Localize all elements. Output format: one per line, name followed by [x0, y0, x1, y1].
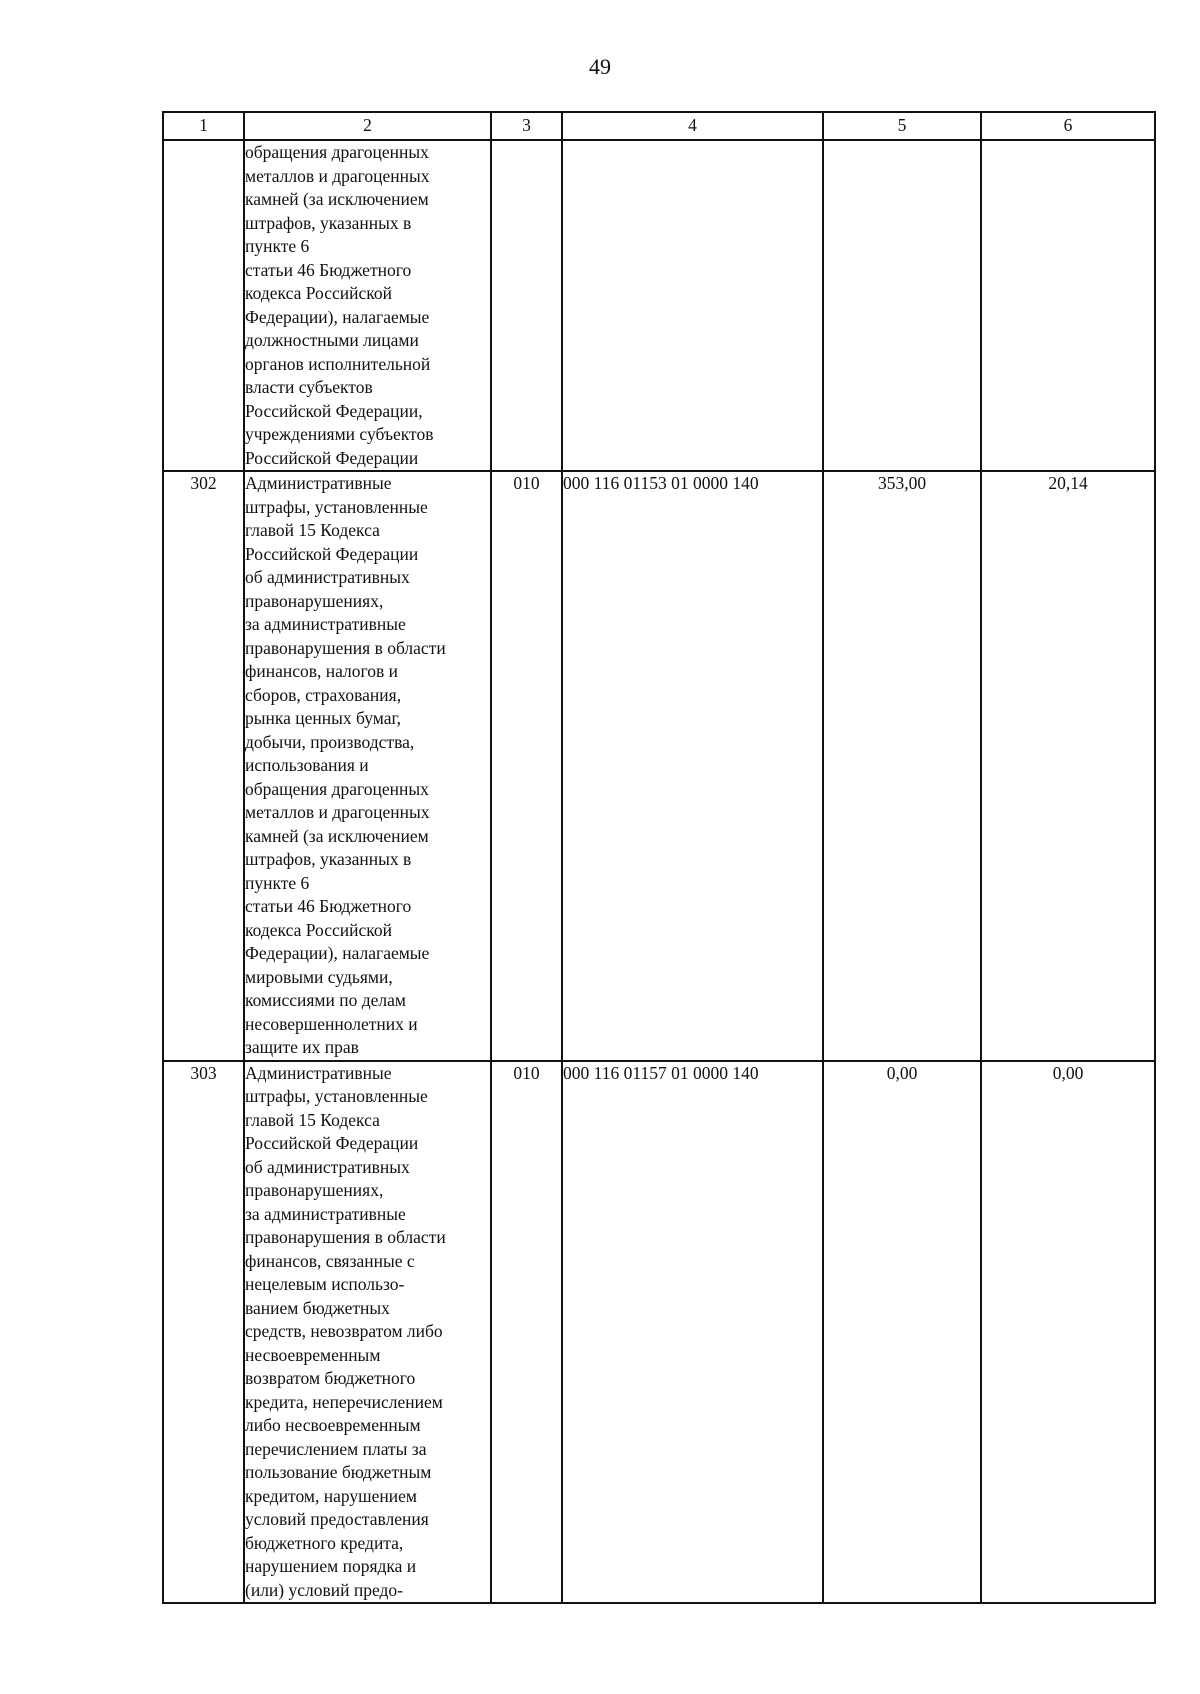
description-line: штрафов, указанных в [245, 849, 412, 869]
description-line: пользование бюджетным [245, 1462, 432, 1482]
description-line: металлов и драгоценных [245, 165, 430, 186]
description-line: власти субъектов [245, 377, 373, 397]
description-line: комиссиями по делам [245, 990, 406, 1010]
amount-column-6: 20,14 [981, 471, 1155, 1061]
description-line: защите их прав [245, 1037, 359, 1057]
description-line: обращения драгоценных [245, 778, 429, 799]
description-line: кредитом, нарушением [245, 1485, 417, 1506]
description-line: статьи 46 Бюджетного [245, 896, 412, 916]
budget-classification-code [562, 140, 823, 471]
description-line: главой 15 Кодекса [245, 520, 380, 540]
description-line: штрафы, установленные [245, 1086, 428, 1106]
page-number: 49 [589, 54, 611, 79]
description-line: бюджетного кредита, [245, 1532, 404, 1553]
column-header: 1 [163, 112, 244, 140]
description-line: кодекса Российской [245, 919, 392, 940]
table-header-row [163, 112, 1155, 140]
amount-column-6 [981, 140, 1155, 471]
description-line: сборов, страхования, [245, 684, 402, 705]
description-line: Федерации), налагаемые [245, 943, 430, 963]
description-line: штрафы, установленные [245, 496, 428, 517]
description-line: правонарушения в области [245, 1227, 446, 1247]
admin-code [491, 140, 562, 471]
description-line: несвоевременным [245, 1344, 381, 1365]
admin-code: 010 [491, 471, 562, 1061]
description-line: кредита, неперечислением [245, 1391, 443, 1412]
column-header: 3 [491, 112, 562, 140]
description-line: металлов и драгоценных [245, 802, 430, 822]
description-line: нарушением порядка и [245, 1556, 417, 1576]
description-line: учреждениями субъектов [245, 424, 434, 444]
table-row [163, 471, 1155, 1061]
description-line: статьи 46 Бюджетного [245, 259, 412, 280]
description-line: рынка ценных бумаг, [245, 708, 402, 728]
description-line: пункте 6 [245, 236, 310, 256]
description-line: Административные [245, 1062, 392, 1083]
description-line: перечислением платы за [245, 1438, 427, 1459]
description-line: ванием бюджетных [245, 1297, 390, 1318]
description-line: финансов, налогов и [245, 661, 398, 681]
budget-classification-code: 000 116 01157 01 0000 140 [562, 1061, 823, 1604]
amount-column-5: 353,00 [823, 471, 981, 1061]
row-description [244, 140, 491, 471]
row-description [244, 471, 491, 1061]
amount-column-5: 0,00 [823, 1061, 981, 1604]
description-line: пункте 6 [245, 872, 310, 893]
description-line: об административных [245, 567, 410, 587]
description-line: Российской Федерации [245, 543, 419, 564]
description-line: финансов, связанные с [245, 1250, 415, 1271]
description-line: Российской Федерации [245, 1133, 419, 1153]
description-line: средств, невозвратом либо [245, 1321, 443, 1341]
description-line: органов исполнительной [245, 353, 431, 374]
description-line: кодекса Российской [245, 283, 392, 303]
description-line: возвратом бюджетного [245, 1368, 416, 1388]
row-number [163, 140, 244, 471]
description-line: должностными лицами [245, 330, 419, 350]
description-line: нецелевым использо- [245, 1274, 405, 1294]
admin-code: 010 [491, 1061, 562, 1604]
description-line: использования и [245, 755, 369, 775]
amount-column-5 [823, 140, 981, 471]
column-header: 6 [981, 112, 1155, 140]
column-header: 5 [823, 112, 981, 140]
description-line: несовершеннолетних и [245, 1013, 418, 1034]
description-line: (или) условий предо- [245, 1579, 403, 1600]
description-line: об административных [245, 1156, 410, 1177]
description-line: штрафов, указанных в [245, 212, 412, 233]
description-line: обращения драгоценных [245, 142, 429, 162]
column-header: 2 [244, 112, 491, 140]
description-line: правонарушениях, [245, 1180, 384, 1200]
description-line: Российской Федерации [245, 447, 419, 468]
row-number: 303 [163, 1061, 244, 1604]
description-line: Российской Федерации, [245, 400, 423, 421]
description-line: Административные [245, 473, 392, 493]
revenue-table [162, 111, 1156, 1604]
amount-column-6: 0,00 [981, 1061, 1155, 1604]
description-line: правонарушения в области [245, 637, 446, 658]
description-line: условий предоставления [245, 1509, 429, 1529]
table-row [163, 1061, 1155, 1604]
description-line: Федерации), налагаемые [245, 306, 430, 327]
description-line: мировыми судьями, [245, 966, 393, 987]
row-number: 302 [163, 471, 244, 1061]
description-line: камней (за исключением [245, 825, 429, 846]
table-row [163, 140, 1155, 471]
row-description [244, 1061, 491, 1604]
description-line: либо несвоевременным [245, 1415, 421, 1435]
column-header: 4 [562, 112, 823, 140]
description-line: за административные [245, 1203, 406, 1224]
description-line: за административные [245, 614, 406, 634]
budget-classification-code: 000 116 01153 01 0000 140 [562, 471, 823, 1061]
description-line: правонарушениях, [245, 590, 384, 611]
description-line: добычи, производства, [245, 731, 415, 752]
description-line: камней (за исключением [245, 189, 429, 209]
description-line: главой 15 Кодекса [245, 1109, 380, 1130]
